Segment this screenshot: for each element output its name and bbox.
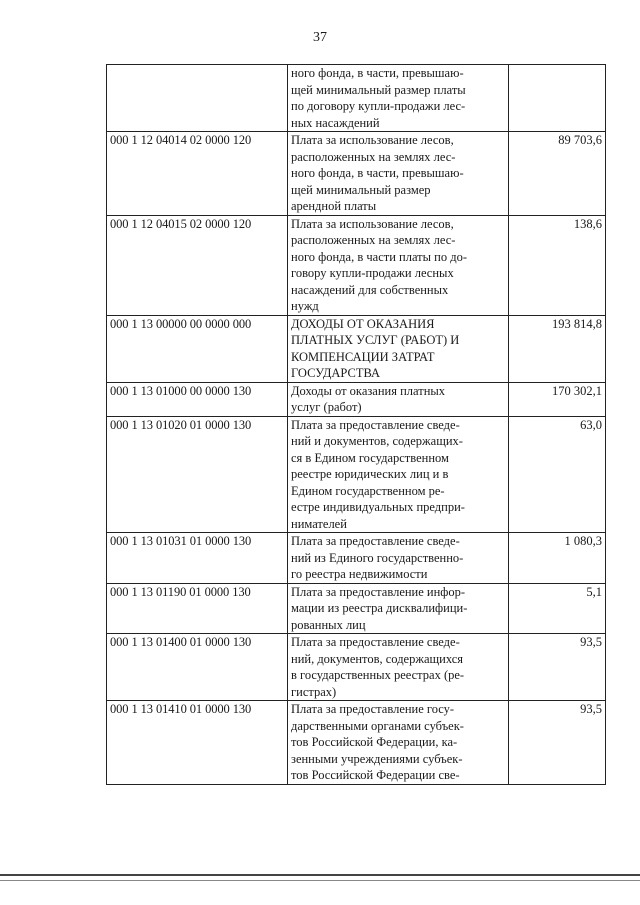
classification-code-cell: 000 1 13 00000 00 0000 000 (107, 315, 288, 382)
table-row (107, 315, 606, 382)
classification-code-cell: 000 1 13 01000 00 0000 130 (107, 382, 288, 416)
revenue-name-cell: Плата за предоставление сведе- ний и документов, содержащих- ся в Едином государственном реестре юридических лиц и в Едином государственном ре- естре индивидуальных предпри- нимателей (288, 416, 509, 533)
table-row (107, 416, 606, 533)
revenue-name-cell: Плата за предоставление инфор- мации из реестра дисквалифици- рованных лиц (288, 583, 509, 634)
classification-code-cell: 000 1 12 04015 02 0000 120 (107, 215, 288, 315)
amount-cell: 63,0 (509, 416, 606, 533)
classification-code-cell (107, 65, 288, 132)
amount-cell: 193 814,8 (509, 315, 606, 382)
revenue-name-cell: Плата за предоставление госу- дарственными органами субъек- тов Российской Федерации, ка- зенными учреждениями субъек- тов Российской Федерации све- (288, 701, 509, 785)
bottom-scan-edge-thin (0, 880, 640, 881)
amount-cell: 93,5 (509, 634, 606, 701)
table-row (107, 382, 606, 416)
bottom-scan-edge (0, 874, 640, 876)
classification-code-cell: 000 1 13 01031 01 0000 130 (107, 533, 288, 584)
classification-code-cell: 000 1 13 01020 01 0000 130 (107, 416, 288, 533)
table-row (107, 65, 606, 132)
amount-cell: 170 302,1 (509, 382, 606, 416)
budget-revenue-table (106, 64, 606, 785)
amount-cell: 138,6 (509, 215, 606, 315)
classification-code-cell: 000 1 13 01400 01 0000 130 (107, 634, 288, 701)
amount-cell: 89 703,6 (509, 132, 606, 216)
classification-code-cell: 000 1 12 04014 02 0000 120 (107, 132, 288, 216)
table-row (107, 634, 606, 701)
amount-cell: 93,5 (509, 701, 606, 785)
table-row (107, 215, 606, 315)
table-row (107, 583, 606, 634)
table-row (107, 701, 606, 785)
revenue-name-cell: Плата за использование лесов, расположенных на землях лес- ного фонда, в части, превышаю- щей минимальный размер арендной платы (288, 132, 509, 216)
revenue-name-cell: ного фонда, в части, превышаю- щей минимальный размер платы по договору купли-продажи лес- ных насаждений (288, 65, 509, 132)
page-number: 37 (313, 30, 327, 45)
table-row (107, 533, 606, 584)
classification-code-cell: 000 1 13 01190 01 0000 130 (107, 583, 288, 634)
revenue-name-cell: Плата за предоставление сведе- ний, документов, содержащихся в государственных реестрах (ре- гистрах) (288, 634, 509, 701)
amount-cell (509, 65, 606, 132)
revenue-name-cell: ДОХОДЫ ОТ ОКАЗАНИЯ ПЛАТНЫХ УСЛУГ (РАБОТ) И КОМПЕНСАЦИИ ЗАТРАТ ГОСУДАРСТВА (288, 315, 509, 382)
revenue-name-cell: Плата за предоставление сведе- ний из Единого государственно- го реестра недвижимости (288, 533, 509, 584)
revenue-name-cell: Плата за использование лесов, расположенных на землях лес- ного фонда, в части платы по до- говору купли-продажи лесных насаждений для собственных нужд (288, 215, 509, 315)
table-row (107, 132, 606, 216)
amount-cell: 5,1 (509, 583, 606, 634)
classification-code-cell: 000 1 13 01410 01 0000 130 (107, 701, 288, 785)
amount-cell: 1 080,3 (509, 533, 606, 584)
revenue-name-cell: Доходы от оказания платных услуг (работ) (288, 382, 509, 416)
